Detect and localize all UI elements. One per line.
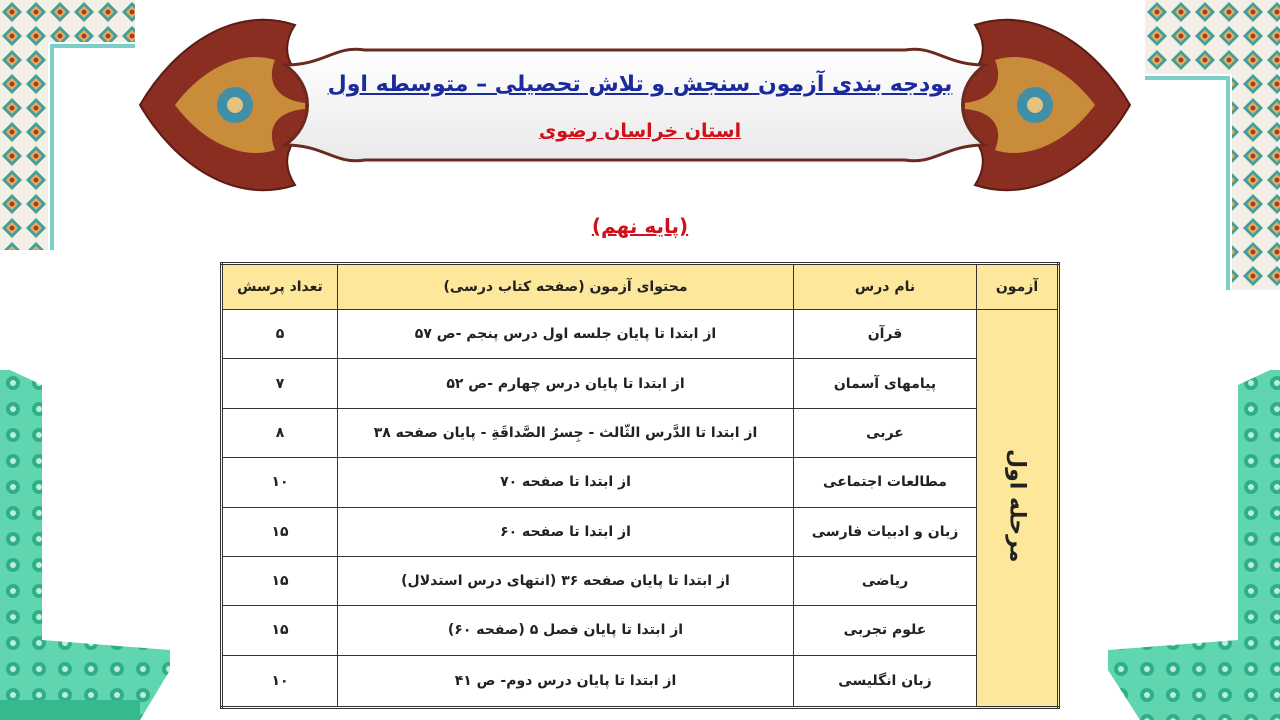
stage-label: مرحله اول (1004, 449, 1030, 563)
title-banner-frame (135, 5, 1135, 205)
content-cell: از ابتدا تا پایان درس چهارم -ص ۵۲ (338, 359, 794, 408)
lesson-cell: قرآن (794, 310, 977, 359)
count-cell: ۱۵ (222, 606, 338, 655)
content-cell: از ابتدا تا پایان درس دوم- ص ۴۱ (338, 655, 794, 707)
province-subtitle: استان خراسان رضوی (538, 120, 742, 142)
ornament-bottom-right (1108, 370, 1280, 720)
lesson-cell: علوم تجربی (794, 606, 977, 655)
table-row (222, 655, 1059, 707)
table-row (222, 507, 1059, 556)
col-header-exam: آزمون (977, 264, 1059, 310)
content-cell: از ابتدا تا صفحه ۷۰ (338, 458, 794, 507)
content-cell: از ابتدا تا پایان فصل ۵ (صفحه ۶۰) (338, 606, 794, 655)
count-cell: ۵ (222, 310, 338, 359)
count-cell: ۱۰ (222, 655, 338, 707)
table-row (222, 458, 1059, 507)
count-cell: ۱۰ (222, 458, 338, 507)
count-cell: ۱۵ (222, 556, 338, 605)
budget-table (220, 262, 1060, 709)
lesson-cell: زبان انگلیسی (794, 655, 977, 707)
content-cell: از ابتدا تا صفحه ۶۰ (338, 507, 794, 556)
count-cell: ۷ (222, 359, 338, 408)
col-header-content: محتوای آزمون (صفحه کتاب درسی) (338, 264, 794, 310)
table-row (222, 359, 1059, 408)
table-row (222, 556, 1059, 605)
lesson-cell: ریاضی (794, 556, 977, 605)
table-row (222, 310, 1059, 359)
lesson-cell: عربی (794, 408, 977, 457)
page-title: بودجه بندی آزمون سنجش و تلاش تحصیلی – متوسطه اول (327, 72, 953, 97)
content-cell: از ابتدا تا الدَّرس الثّالث - جِسرُ الصَّداقَةِ - پایان صفحه ۳۸ (338, 408, 794, 457)
grade-heading: (پایه نهم) (591, 214, 689, 238)
ornament-bottom-left (0, 370, 170, 720)
content-cell: از ابتدا تا پایان جلسه اول درس پنجم -ص ۵۷ (338, 310, 794, 359)
content-cell: از ابتدا تا پایان صفحه ۳۶ (انتهای درس استدلال) (338, 556, 794, 605)
table-row (222, 606, 1059, 655)
lesson-cell: زبان و ادبیات فارسی (794, 507, 977, 556)
count-cell: ۸ (222, 408, 338, 457)
stage-cell (977, 310, 1059, 708)
col-header-count: تعداد پرسش (222, 264, 338, 310)
lesson-cell: مطالعات اجتماعی (794, 458, 977, 507)
count-cell: ۱۵ (222, 507, 338, 556)
table-header-row (222, 264, 1059, 310)
lesson-cell: پیامهای آسمان (794, 359, 977, 408)
ornament-top-right (1145, 0, 1280, 290)
table-row (222, 408, 1059, 457)
col-header-lesson: نام درس (794, 264, 977, 310)
